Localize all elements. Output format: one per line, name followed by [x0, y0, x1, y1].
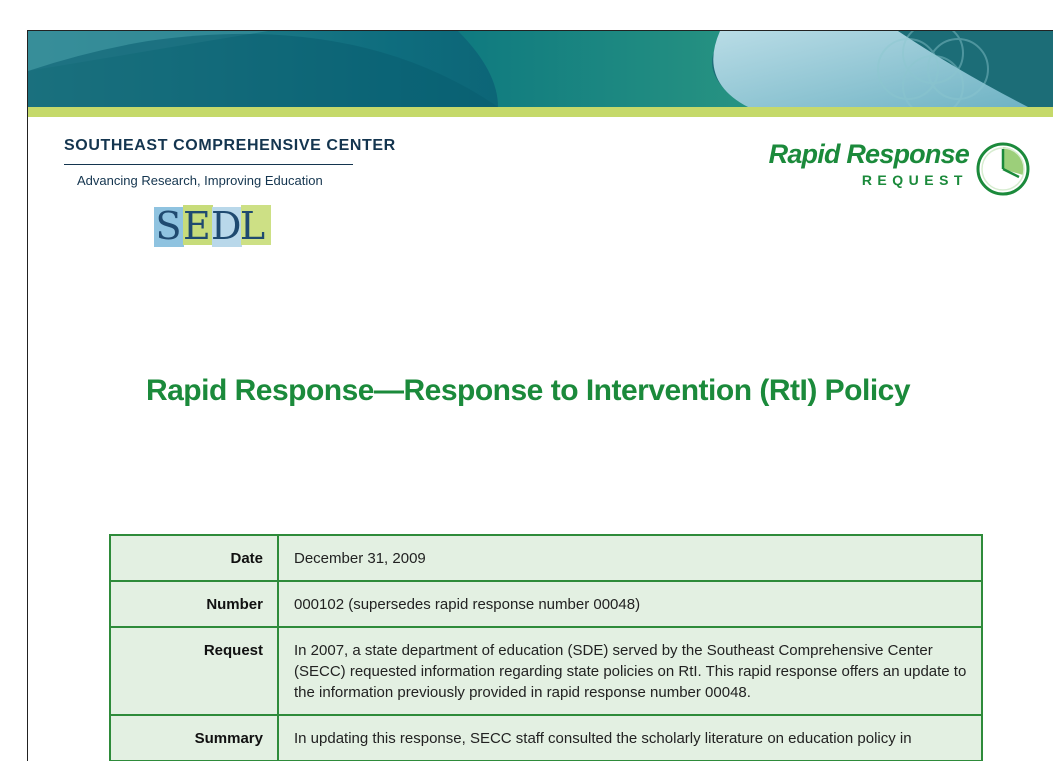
info-table [109, 534, 983, 761]
table-row [110, 535, 982, 581]
table-row [110, 715, 982, 761]
row-label: Summary [110, 715, 278, 761]
org-tagline: Advancing Research, Improving Education [77, 173, 323, 188]
clock-icon [975, 141, 1031, 197]
row-value: In 2007, a state department of education (SDE) served by the Southeast Comprehensive Center (SECC) requested information regarding state policies on RtI. This rapid response offers an update to the information previously provided in rapid response number 00048. [278, 627, 982, 715]
row-value: December 31, 2009 [278, 535, 982, 581]
rapid-response-logo [753, 139, 1033, 199]
document-title: Rapid Response—Response to Intervention (RtI) Policy [145, 374, 911, 407]
row-label: Request [110, 627, 278, 715]
row-value: 000102 (supersedes rapid response number 00048) [278, 581, 982, 627]
sedl-logo-text: S E D L [155, 204, 267, 248]
brand-subtitle: REQUEST [861, 172, 968, 188]
row-value: In updating this response, SECC staff consulted the scholarly literature on education policy in [278, 715, 982, 761]
row-label: Number [110, 581, 278, 627]
table-row [110, 581, 982, 627]
banner-graphic [28, 31, 1053, 117]
org-name-rule [64, 164, 353, 165]
table-row [110, 627, 982, 715]
row-label: Date [110, 535, 278, 581]
brand-title: Rapid Response [768, 139, 969, 169]
header-banner [28, 31, 1053, 117]
document-page [27, 30, 1053, 761]
org-name: SOUTHEAST COMPREHENSIVE CENTER [64, 137, 396, 154]
sedl-logo [152, 203, 270, 249]
